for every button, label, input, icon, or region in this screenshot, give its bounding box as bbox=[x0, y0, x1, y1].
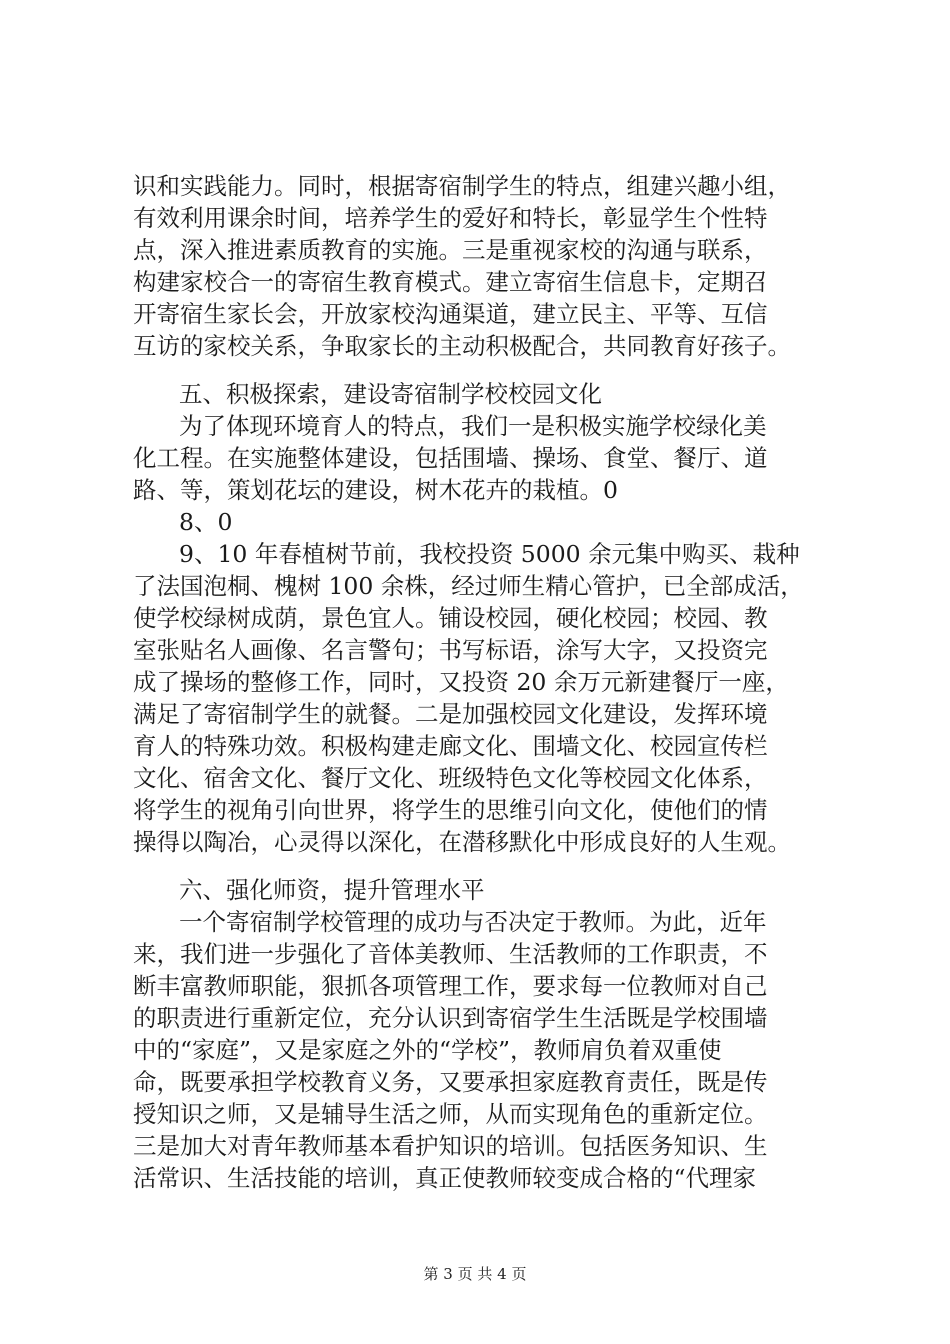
text-line: 将学生的视角引向世界，将学生的思维引向文化，使他们的情 bbox=[133, 796, 768, 824]
text-line: 开寄宿生家长会，开放家校沟通渠道，建立民主、平等、互信 bbox=[133, 300, 768, 328]
text-line: 断丰富教师职能，狠抓各项管理工作，要求每一位教师对自己 bbox=[133, 972, 768, 1000]
text-line: 9、10 年春植树节前，我校投资 5000 余元集中购买、栽种 bbox=[179, 540, 800, 568]
text-line: 点，深入推进素质教育的实施。三是重视家校的沟通与联系， bbox=[133, 236, 768, 264]
text-line: 了法国泡桐、槐树 100 余株，经过师生精心管护，已全部成活， bbox=[133, 572, 804, 600]
section-heading-6: 六、强化师资，提升管理水平 bbox=[179, 876, 485, 904]
text-line: 化工程。在实施整体建设，包括围墙、操场、食堂、餐厅、道 bbox=[133, 444, 768, 472]
text-line: 命，既要承担学校教育义务，又要承担家庭教育责任，既是传 bbox=[133, 1068, 768, 1096]
document-body bbox=[133, 170, 833, 1194]
text-line: 一个寄宿制学校管理的成功与否决定于教师。为此，近年 bbox=[179, 908, 767, 936]
text-line: 三是加大对青年教师基本看护知识的培训。包括医务知识、生 bbox=[133, 1132, 768, 1160]
section-heading-5: 五、积极探索，建设寄宿制学校校园文化 bbox=[179, 380, 602, 408]
text-line: 操得以陶冶，心灵得以深化，在潜移默化中形成良好的人生观。 bbox=[133, 828, 791, 856]
text-line: 识和实践能力。同时，根据寄宿制学生的特点，组建兴趣小组， bbox=[133, 172, 791, 200]
text-line: 授知识之师，又是辅导生活之师，从而实现角色的重新定位。 bbox=[133, 1100, 768, 1128]
paragraph-teachers bbox=[133, 906, 833, 1194]
paragraph-gap bbox=[133, 362, 833, 378]
text-line: 互访的家校关系，争取家长的主动积极配合，共同教育好孩子。 bbox=[133, 332, 791, 360]
text-line: 有效利用课余时间，培养学生的爱好和特长，彰显学生个性特 bbox=[133, 204, 768, 232]
text-line: 活常识、生活技能的培训，真正使教师较变成合格的“代理家 bbox=[133, 1164, 757, 1192]
text-line: 满足了寄宿制学生的就餐。二是加强校园文化建设，发挥环境 bbox=[133, 700, 768, 728]
text-line: 文化、宿舍文化、餐厅文化、班级特色文化等校园文化体系， bbox=[133, 764, 768, 792]
text-line: 构建家校合一的寄宿生教育模式。建立寄宿生信息卡，定期召 bbox=[133, 268, 768, 296]
text-line: 中的“家庭”，又是家庭之外的“学校”，教师肩负着双重使 bbox=[133, 1036, 722, 1064]
text-line: 来，我们进一步强化了音体美教师、生活教师的工作职责，不 bbox=[133, 940, 768, 968]
text-line: 育人的特殊功效。积极构建走廊文化、围墙文化、校园宣传栏 bbox=[133, 732, 768, 760]
text-line-8-0: 8、0 bbox=[179, 508, 233, 536]
text-line: 为了体现环境育人的特点，我们一是积极实施学校绿化美 bbox=[179, 412, 767, 440]
page-number-footer: 第 3 页 共 4 页 bbox=[423, 1265, 527, 1283]
text-line: 的职责进行重新定位，充分认识到寄宿学生生活既是学校围墙 bbox=[133, 1004, 768, 1032]
paragraph-gap bbox=[133, 858, 833, 874]
text-line: 室张贴名人画像、名言警句；书写标语，涂写大字，又投资完 bbox=[133, 636, 768, 664]
text-line: 路、等，策划花坛的建设，树木花卉的栽植。0 bbox=[133, 476, 618, 504]
paragraph-home-school-link bbox=[133, 170, 833, 362]
paragraph-greening bbox=[133, 410, 833, 506]
text-line: 使学校绿树成荫，景色宜人。铺设校园，硬化校园；校园、教 bbox=[133, 604, 768, 632]
text-line: 成了操场的整修工作，同时，又投资 20 余万元新建餐厅一座， bbox=[133, 668, 789, 696]
paragraph-campus-culture bbox=[133, 538, 833, 858]
